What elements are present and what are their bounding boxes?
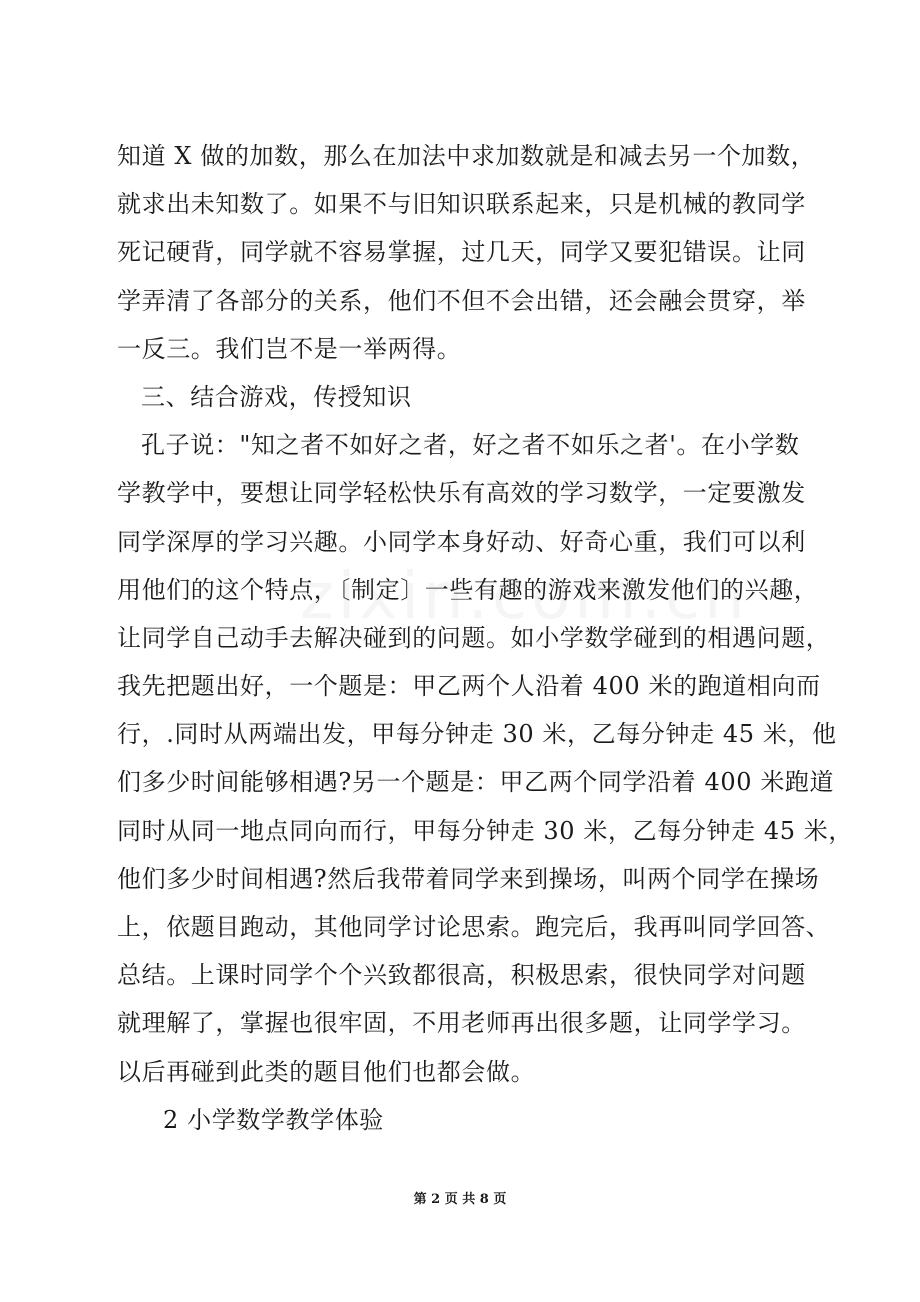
text-line: 用他们的这个特点，〔制定〕一些有趣的游戏来激发他们的兴趣， bbox=[117, 575, 819, 604]
text-line: 总结。上课时同学个个兴致都很高，积极思索，很快同学对问题 bbox=[117, 961, 806, 990]
text-line: 学教学中，要想让同学轻松快乐有高效的学习数学，一定要激发 bbox=[117, 479, 806, 508]
text-line: 上，依题目跑动，其他同学讨论思索。跑完后，我再叫同学回答、 bbox=[117, 913, 831, 941]
text-line: 一反三。我们岂不是一举两得。 bbox=[117, 334, 462, 363]
page-number: 第 2 页 共 8 页 bbox=[413, 1192, 507, 1207]
text-line: 们多少时间能够相遇?另一个题是：甲乙两个同学沿着 400 米跑道 bbox=[117, 768, 835, 797]
text-line: 我先把题出好，一个题是：甲乙两个人沿着 400 米的跑道相向而 bbox=[117, 672, 821, 701]
body-text bbox=[117, 132, 853, 1144]
section-heading: 三、结合游戏，传授知识 bbox=[141, 382, 412, 411]
text-line: 知道 X 做的加数，那么在加法中求加数就是和减去另一个加数， bbox=[117, 142, 816, 170]
text-line: 孔子说："知之者不如好之者，好之者不如乐之者'。在小学数 bbox=[141, 431, 800, 460]
text-line: 学弄清了各部分的关系，他们不但不会出错，还会融会贯穿，举 bbox=[117, 286, 806, 315]
text-line: 行，.同时从两端出发，甲每分钟走 30 米，乙每分钟走 45 米，他 bbox=[117, 720, 837, 749]
text-line: 就理解了，掌握也很牢固，不用老师再出很多题，让同学学习。 bbox=[117, 1009, 806, 1038]
section-heading: 2 小学数学教学体验 bbox=[163, 1105, 384, 1134]
text-line: 死记硬背，同学就不容易掌握，过几天，同学又要犯错误。让同 bbox=[117, 238, 806, 267]
text-line: 让同学自己动手去解决碰到的问题。如小学数学碰到的相遇问题， bbox=[117, 623, 831, 652]
text-line: 就求出未知数了。如果不与旧知识联系起来，只是机械的教同学 bbox=[117, 190, 806, 219]
text-line: 他们多少时间相遇?然后我带着同学来到操场，叫两个同学在操场 bbox=[117, 864, 820, 893]
text-line: 同学深厚的学习兴趣。小同学本身好动、好奇心重，我们可以利 bbox=[117, 527, 806, 556]
text-line: 以后再碰到此类的题目他们也都会做。 bbox=[117, 1057, 536, 1086]
text-line: 同时从同一地点同向而行，甲每分钟走 30 米，乙每分钟走 45 米， bbox=[117, 816, 853, 845]
